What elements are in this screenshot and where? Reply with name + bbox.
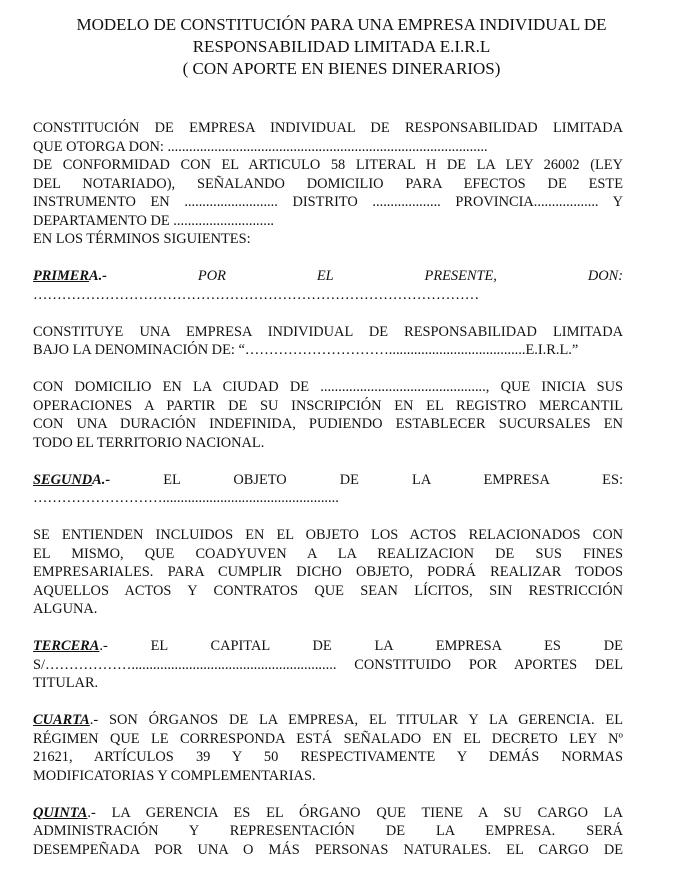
clause-word: EL bbox=[163, 471, 181, 488]
clause-word: LA bbox=[374, 638, 393, 654]
clause-word: DE bbox=[603, 638, 623, 654]
domicilio-line: CON DOMICILIO EN LA CIUDAD DE .............................................., QUE INICIA SUS bbox=[33, 379, 623, 395]
constituye-line: BAJO LA DENOMINACIÓN DE: “…………………………......................................E.I.R.L.” bbox=[33, 342, 579, 358]
clause-cuarta-line: RÉGIMEN QUE LE CORRESPONDA ESTÁ SEÑALADO EN EL DECRETO LEY Nº bbox=[33, 730, 623, 747]
objeto-line: EMPRESARIALES. PARA CUMPLIR DICHO OBJETO, PODRÁ REALIZAR TODOS bbox=[33, 564, 623, 580]
intro-line: DEPARTAMENTO DE ............................ bbox=[33, 212, 275, 229]
clause-segunda-heading: SEGUNDA.- bbox=[33, 471, 111, 488]
clause-word: EL bbox=[316, 268, 334, 284]
intro-line: INSTRUMENTO EN .......................... DISTRITO ................... PROVINCIA.................. Y bbox=[33, 194, 623, 210]
clause-segunda bbox=[33, 471, 623, 508]
clause-quinta bbox=[33, 804, 623, 860]
domicilio-paragraph bbox=[33, 378, 623, 452]
constituye-line: CONSTITUYE UNA EMPRESA INDIVIDUAL DE RESPONSABILIDAD LIMITADA bbox=[33, 323, 623, 340]
clause-cuarta bbox=[33, 711, 623, 785]
intro-line: QUE OTORGA DON: ......................................................................................... bbox=[33, 138, 488, 155]
clause-word: EMPRESA bbox=[435, 638, 502, 654]
clause-tercera-line-3: TITULAR. bbox=[33, 675, 99, 691]
clause-tercera bbox=[33, 637, 623, 693]
clause-tercera-heading: TERCERA.- bbox=[33, 638, 108, 654]
clause-word: ES bbox=[544, 638, 561, 654]
document-body bbox=[33, 119, 623, 859]
intro-line: DEL NOTARIADO), SEÑALANDO DOMICILIO PARA EFECTOS DE ESTE bbox=[33, 175, 623, 192]
intro-paragraph bbox=[33, 119, 623, 249]
clause-word: ES: bbox=[602, 471, 623, 488]
title-line-3: ( CON APORTE EN BIENES DINERARIOS) bbox=[182, 59, 501, 78]
clause-word: DE bbox=[339, 471, 359, 488]
clause-word: OBJETO bbox=[233, 471, 287, 488]
objeto-line: ALGUNA. bbox=[33, 601, 98, 617]
clause-word: DE bbox=[312, 638, 332, 654]
clause-cuarta-heading: CUARTA bbox=[33, 712, 90, 728]
clause-word: PRESENTE, bbox=[424, 268, 497, 284]
clause-quinta-line: ADMINISTRACIÓN Y REPRESENTACIÓN DE LA EMPRESA. SERÁ bbox=[33, 823, 623, 839]
clause-quinta-line: DESEMPEÑADA POR UNA O MÁS PERSONAS NATURALES. EL CARGO DE bbox=[33, 841, 623, 858]
title-line-2: RESPONSABILIDAD LIMITADA E.I.R.L bbox=[192, 37, 491, 56]
clause-quinta-line-1: QUINTA.- LA GERENCIA ES EL ÓRGANO QUE TIENE A SU CARGO LA bbox=[33, 804, 623, 821]
clause-word: CAPITAL bbox=[210, 638, 270, 654]
clause-primera-line-1 bbox=[33, 267, 623, 286]
clause-primera-blank: ………………………………………………………………………………… bbox=[33, 286, 480, 303]
objeto-line: SE ENTIENDEN INCLUIDOS EN EL OBJETO LOS ACTOS RELACIONADOS CON bbox=[33, 527, 623, 543]
clause-word: EMPRESA bbox=[483, 471, 550, 488]
clause-quinta-heading: QUINTA bbox=[33, 804, 88, 821]
clause-cuarta-line-1: CUARTA.- SON ÓRGANOS DE LA EMPRESA, EL TITULAR Y LA GERENCIA. EL bbox=[33, 712, 623, 728]
clause-segunda-blank: ………………………................................................. bbox=[33, 490, 339, 506]
clause-cuarta-line: 21621, ARTÍCULOS 39 Y 50 RESPECTIVAMENTE Y DEMÁS NORMAS bbox=[33, 749, 623, 765]
domicilio-line: OPERACIONES A PARTIR DE SU INSCRIPCIÓN EN EL REGISTRO MERCANTIL bbox=[33, 397, 623, 414]
objeto-paragraph bbox=[33, 526, 623, 619]
title-line-1: MODELO DE CONSTITUCIÓN PARA UNA EMPRESA INDIVIDUAL DE bbox=[76, 15, 607, 34]
objeto-line: AQUELLOS ACTOS Y CONTRATOS QUE SEAN LÍCITOS, SIN RESTRICCIÓN bbox=[33, 582, 623, 599]
clause-segunda-line-1 bbox=[33, 471, 623, 490]
intro-line: EN LOS TÉRMINOS SIGUIENTES: bbox=[33, 231, 251, 247]
clause-word: POR bbox=[197, 268, 226, 284]
clause-word: DON: bbox=[587, 268, 623, 284]
domicilio-line: CON UNA DURACIÓN INDEFINIDA, PUDIENDO ESTABLECER SUCURSALES EN bbox=[33, 416, 623, 432]
clause-primera-heading: PRIMERA.- bbox=[33, 268, 107, 284]
clause-cuarta-line: MODIFICATORIAS Y COMPLEMENTARIAS. bbox=[33, 767, 316, 784]
clause-word: EL bbox=[150, 638, 168, 654]
clause-primera bbox=[33, 267, 623, 304]
clause-tercera-line-1 bbox=[33, 637, 623, 656]
objeto-line: EL MISMO, QUE COADYUVEN A LA REALIZACION DE SUS FINES bbox=[33, 545, 623, 562]
constituye-paragraph bbox=[33, 323, 623, 360]
intro-line: DE CONFORMIDAD CON EL ARTICULO 58 LITERAL H DE LA LEY 26002 (LEY bbox=[33, 157, 623, 173]
intro-line: CONSTITUCIÓN DE EMPRESA INDIVIDUAL DE RESPONSABILIDAD LIMITADA bbox=[33, 120, 623, 136]
clause-tercera-line-2: S/………………......................................................... CONSTITUIDO POR APORTES DEL bbox=[33, 656, 623, 673]
clause-word: LA bbox=[412, 471, 431, 488]
domicilio-line: TODO EL TERRITORIO NACIONAL. bbox=[33, 434, 265, 451]
document-title bbox=[20, 14, 663, 80]
